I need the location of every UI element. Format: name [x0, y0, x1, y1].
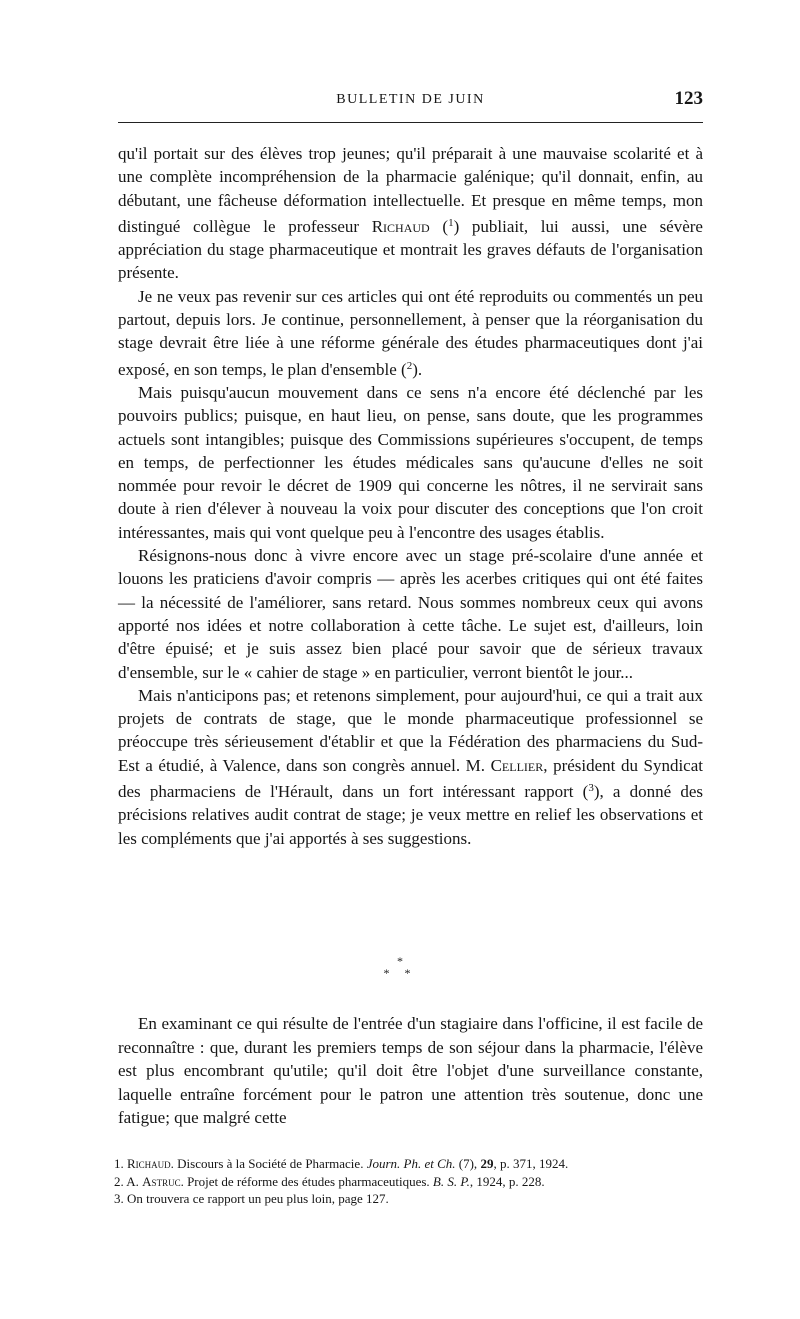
text-run: . Discours à la Société de Pharmacie. [170, 1156, 367, 1171]
running-head [118, 88, 703, 126]
text-run: Je ne veux pas revenir sur ces articles qui ont été reproduits ou commentés un peu partout, depuis lors. Je continue, personnellement, à penser que la réorganisation du stage devrait être liée à une réforme générale des études pharmaceutiques dont j'ai exposé, en son temps, le plan d'ensemble ( [118, 286, 703, 379]
page-number: 123 [674, 88, 703, 109]
volume-number: 29 [480, 1156, 494, 1171]
footnote-ref: 1 [448, 216, 454, 229]
paragraph-2 [118, 285, 703, 381]
footnotes [114, 1155, 703, 1208]
paragraph-3 [118, 381, 703, 544]
text-run: qu'il portait sur des élèves trop jeunes; qu'il préparait à une mauvaise scolarité et à une complète incompréhension de la pharmacie galénique; qu'il donnait, enfin, au débutant, une fâcheuse déformation intellectuelle. Et presque en même temps, mon distingué collègue le professeur [118, 144, 703, 236]
author-name: Richaud [127, 1156, 171, 1171]
text-run: ), a donné des précisions relatives audit contrat de stage; je veux mettre en relief les observations et les compléments que j'ai apportés à ses suggestions. [118, 782, 704, 848]
author-name: Richaud [371, 216, 430, 236]
paragraph-5 [118, 684, 703, 850]
text-run: , président du Syndicat des pharmaciens de l'Hérault, dans un fort intéressant rapport ( [118, 755, 704, 802]
text-run: Mais puisqu'aucun mouvement dans ce sens n'a encore été déclenché par les pouvoirs publics; puisque, en haut lieu, on pense, sans doute, que les programmes actuels sont intangibles; puisque des Commissions supérieures s'occupent, de temps en temps, de perfectionner les études médicales sans qu'aucune d'elles ne soit nommée pour revoir le décret de 1909 qui concerne les nôtres, il ne servirait sans doute à rien d'élever à nouveau la voix pour discuter des conceptions que l'on croit intéressantes, mais qui vont quelque peu à l'encontre des usages établis. [118, 382, 703, 542]
text-run: (7), [455, 1156, 481, 1171]
header-rule [118, 122, 703, 123]
text-run: , p. 371, 1924. [493, 1156, 569, 1171]
body-text [118, 142, 703, 850]
asterism-top: * [397, 954, 403, 968]
footnote-ref: 3 [588, 782, 594, 795]
text-run: Mais n'anticipons pas; et retenons simplement, pour aujourd'hui, ce qui a trait aux projets de contrats de stage, que le monde pharmaceutique professionnel se préoccupe très sérieusement d'établir et que la Fédération des pharmaciens du Sud-Est a étudié, à Valence, dans son congrès annuel. M. [118, 685, 703, 775]
journal-title: Journ. Ph. et Ch. [366, 1156, 456, 1171]
footnote-1 [114, 1155, 703, 1173]
text-run: , 1924, p. 228. [469, 1173, 545, 1189]
text-run: . Projet de réforme des études pharmaceutiques. [180, 1173, 433, 1189]
running-title: BULLETIN DE JUIN [336, 92, 485, 107]
author-name: Astruc [142, 1173, 181, 1189]
section-two-paragraph-1 [118, 1012, 703, 1130]
text-run: ) publiait, lui aussi, une sévère appréciation du stage pharmaceutique et montrait les graves défauts de l'organisation présente. [118, 216, 703, 283]
author-name: Cellier [490, 755, 544, 775]
text-run: ( [429, 216, 449, 236]
text-run: 2. A. [114, 1173, 143, 1189]
footnote-2 [114, 1173, 703, 1191]
text-run: Résignons-nous donc à vivre encore avec un stage pré-scolaire d'une année et louons les praticiens d'avoir compris — après les acerbes critiques qui ont été faites — la nécessité de l'améliorer, sans retard. Nous sommes nombreux ceux qui avons apporté nos idées et notre collaboration à cette tâche. Le sujet est, d'ailleurs, loin d'être épuisé; et je suis assez bien placé pour savoir que de sérieux travaux d'ensemble, sur le « cahier de stage » en particulier, verront bientôt le jour... [118, 546, 703, 682]
text-run: ). [412, 359, 423, 379]
journal-title: B. S. P. [432, 1173, 470, 1189]
footnote-ref: 2 [406, 359, 413, 372]
text-run: En examinant ce qui résulte de l'entrée d'un stagiaire dans l'officine, il est facile de reconnaître : que, durant les premiers temps de son séjour dans la pharmacie, l'élève est plus encombrant qu'utile; qu'il doit être l'objet d'une surveillance constante, laquelle entraîne forcément pour le patron une attention très soutenue, donc une fatigue; que malgré cette [118, 1014, 703, 1127]
paragraph-4 [118, 544, 703, 684]
footnote-3 [114, 1190, 703, 1208]
asterism-bottom: * * [383, 966, 417, 980]
section-asterism [0, 955, 800, 989]
text-run: 3. On trouvera ce rapport un peu plus loin, page 127. [114, 1191, 389, 1206]
section-two-text [118, 1012, 703, 1130]
text-run: 1. [114, 1156, 127, 1171]
paragraph-1 [118, 142, 703, 285]
